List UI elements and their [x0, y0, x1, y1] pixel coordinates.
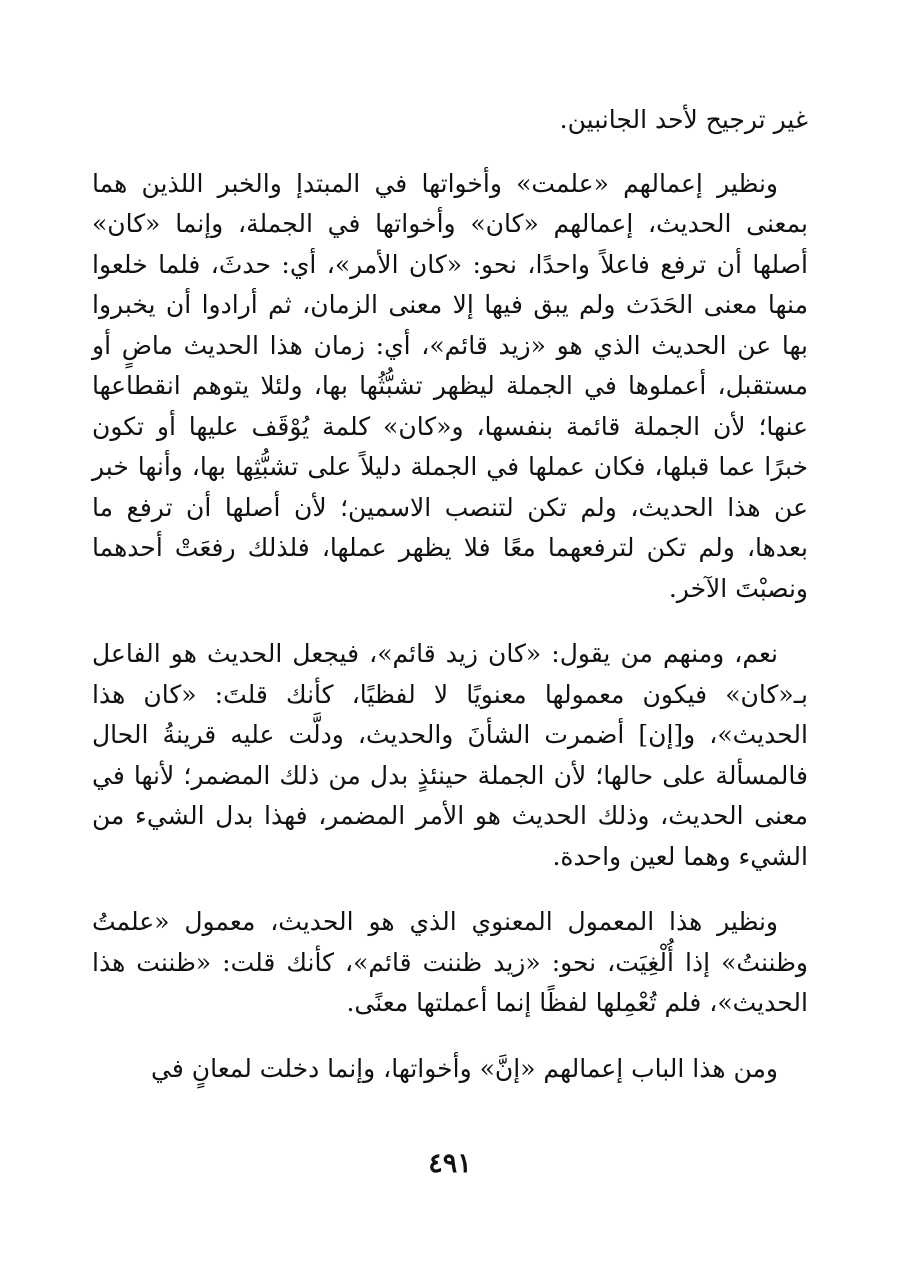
page-number: ٤٩١	[428, 1148, 472, 1179]
paragraph-alimtu-zanantu: ونظير هذا المعمول المعنوي الذي هو الحديث، معمول «علمتُ وظننتُ» إذا أُلْغِيَت، نحو: «زيد ظننت قائم»، كأنك قلت: «ظننت هذا الحديث»، فلم تُعْمِلها لفظًا إنما أعملتها معنًى.	[92, 907, 808, 1017]
page-body	[92, 100, 808, 1089]
opening-line: غير ترجيح لأحد الجانبين.	[559, 105, 808, 134]
paragraph-hadith-as-subject: نعم، ومنهم من يقول: «كان زيد قائم»، فيجعل الحديث هو الفاعل بـ«كان» فيكون معمولها معنويًا لا لفظيًا، كأنك قلتَ: «كان هذا الحديث»، و[إن] أضمرت الشأنَ والحديث، ودلَّت عليه قرينةُ الحال فالمسألة على حالها؛ لأن الجملة حينئذٍ بدل من ذلك المضمر؛ لأنها في معنى الحديث، وذلك الحديث هو الأمر المضمر، فهذا بدل الشيء من الشيء وهما لعين واحدة.	[92, 639, 808, 871]
paragraph-kana-and-sisters: ونظير إعمالهم «علمت» وأخواتها في المبتدإ والخبر اللذين هما بمعنى الحديث، إعمالهم «كان» وأخواتها في الجملة، وإنما «كان» أصلها أن ترفع فاعلاً واحدًا، نحو: «كان الأمر»، أي: حدثَ، فلما خلعوا منها معنى الحَدَث ولم يبق فيها إلا معنى الزمان، ثم أرادوا أن يخبروا بها عن الحديث الذي هو «زيد قائم»، أي: زمان هذا الحديث ماضٍ أو مستقبل، أعملوها في الجملة ليظهر تشبُّثُها بها، ولئلا يتوهم انقطاعها عنها؛ لأن الجملة قائمة بنفسها، و«كان» كلمة يُوْقَف عليها أو تكون خبرًا عما قبلها، فكان عملها في الجملة دليلاً على تشبُّثِها بها، وأنها خبر عن هذا الحديث، ولم تكن لتنصب الاسمين؛ لأن أصلها أن ترفع ما بعدها، ولم تكن لترفعهما معًا فلا يظهر عملها، فلذلك رفعَتْ أحدهما ونصبْتَ الآخر.	[92, 168, 808, 603]
paragraph-inna-and-sisters: ومن هذا الباب إعمالهم «إنَّ» وأخواتها، وإنما دخلت لمعانٍ في	[151, 1053, 778, 1083]
